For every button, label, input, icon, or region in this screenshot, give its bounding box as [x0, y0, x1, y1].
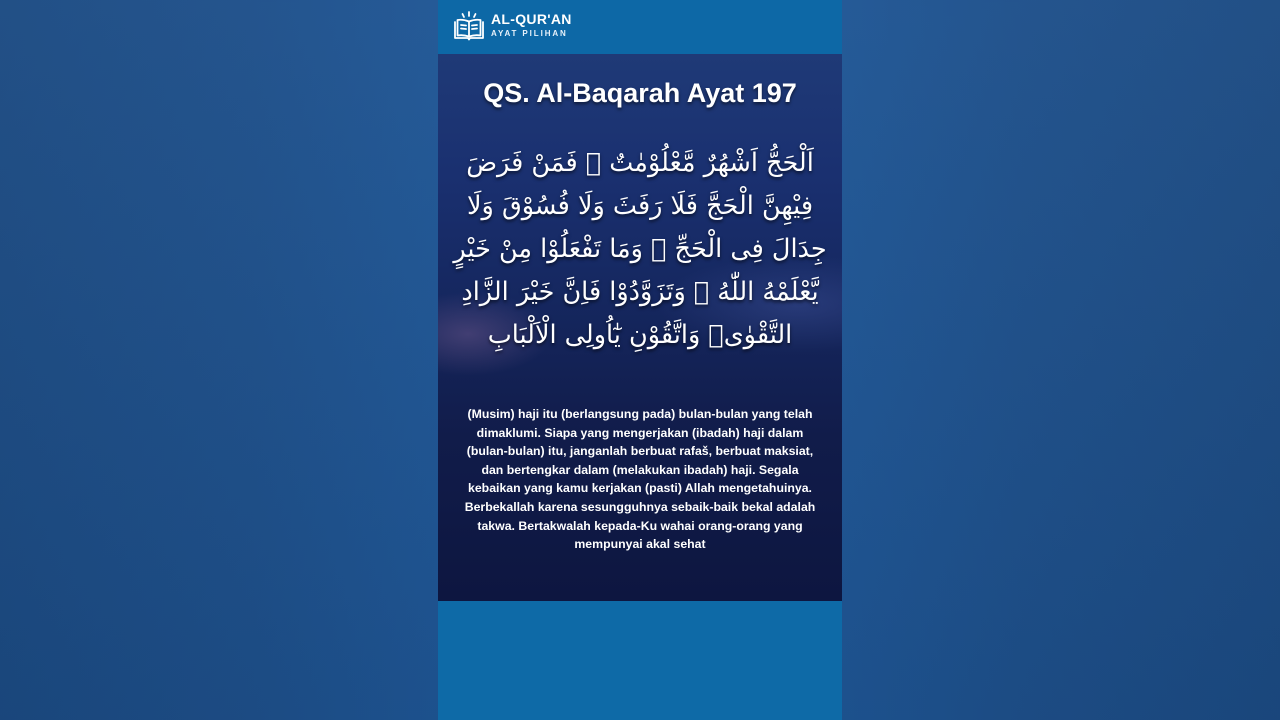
- bottom-bar: [438, 601, 842, 720]
- arabic-verse: اَلْحَجُّ اَشْهُرٌ مَّعْلُوْمٰتٌ ۚ فَمَنْ فَرَضَ فِيْهِنَّ الْحَجَّ فَلَا رَفَثَ وَلَا فُسُوْقَ وَلَا جِدَالَ فِى الْحَجِّ ۗ وَمَا تَفْعَلُوْا مِنْ خَيْرٍ يَّعْلَمْهُ اللّٰهُ ۗ وَتَزَوَّدُوْا فَاِنَّ خَيْرَ الزَّادِ التَّقْوٰىۖ وَاتَّقُوْنِ يٰٓاُولِى الْاَلْبَابِ: [453, 148, 827, 350]
- left-background: [0, 0, 438, 720]
- verse-card: [438, 54, 842, 601]
- surah-title: QS. Al-Baqarah Ayat 197: [483, 78, 797, 108]
- app-header: [438, 0, 842, 54]
- quran-book-icon: [452, 10, 486, 42]
- right-background: [842, 0, 1280, 720]
- verse-translation: (Musim) haji itu (berlangsung pada) bulan-bulan yang telah dimaklumi. Siapa yang mengerjakan (ibadah) haji dalam (bulan-bulan) itu, janganlah berbuat rafaš, berbuat maksiat, dan bertengkar dalam (melakukan ibadah) haji. Segala kebaikan yang kamu kerjakan (pasti) Allah mengetahuinya. Berbekallah karena sesungguhnya sebaik-baik bekal adalah takwa. Bertakwalah kepada-Ku wahai orang-orang yang mempunyai akal sehat: [464, 407, 816, 552]
- short-video-frame: [438, 0, 842, 720]
- app-title: AL-QUR'AN: [491, 11, 572, 27]
- app-subtitle: AYAT PILIHAN: [491, 29, 568, 38]
